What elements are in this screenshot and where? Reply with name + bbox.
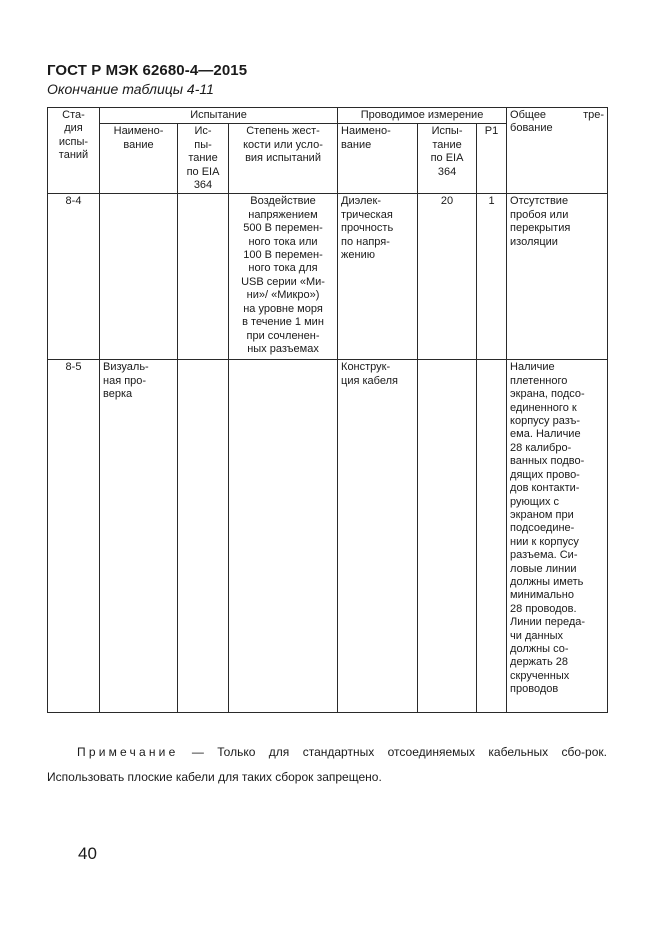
table-header: [48, 108, 608, 194]
header-requirement-text: Общее тре- бование: [510, 109, 605, 135]
table-row: [48, 360, 608, 713]
cell-meas-eia: [418, 360, 477, 713]
cell-severity: [229, 360, 338, 713]
cell-meas-name: Конструк- ция кабеля: [338, 360, 418, 713]
header-stage: Ста- дия испы- таний: [48, 108, 100, 194]
header-test-eia: Ис- пы- тание по EIA 364: [178, 124, 229, 194]
cell-meas-eia: 20: [418, 194, 477, 360]
cell-severity: Воздействие напряжением 500 В перемен- ного тока или 100 В перемен- ного тока для USB серии «Ми- ни»/ «Микро») на уровне моря в течение 1 мин при сочленен- ных разъемах: [229, 194, 338, 360]
header-p1: P1: [477, 124, 507, 194]
header-test-name: Наимено- вание: [100, 124, 178, 194]
cell-test-eia: [178, 360, 229, 713]
cell-stage: 8-4: [48, 194, 100, 360]
header-meas-eia: Испы- тание по EIA 364: [418, 124, 477, 194]
page-number: 40: [78, 844, 97, 863]
table-row: [48, 194, 608, 360]
table-caption: Окончание таблицы 4-11: [47, 81, 214, 97]
header-meas-name: Наимено- вание: [338, 124, 418, 194]
note-lead: Примечание: [77, 745, 179, 759]
cell-requirement: Наличие плетенного экрана, подсо- единенного к корпусу разъ- ема. Наличие 28 калибро- ванных подво- дящих прово- дов контакти- рующих с экраном при подсоедине- нии к корпусу разъема. Си- ловые линии должны иметь минимально 28 проводов. Линии переда- чи данных должны со- держать 28 скрученных проводов: [507, 360, 608, 713]
header-test-group: Испытание: [100, 108, 338, 124]
document-title: ГОСТ Р МЭК 62680-4—2015: [47, 62, 248, 79]
header-severity: Степень жест- кости или усло- вия испытаний: [229, 124, 338, 194]
cell-test-name: Визуаль- ная про- верка: [100, 360, 178, 713]
cell-test-name: [100, 194, 178, 360]
cell-test-eia: [178, 194, 229, 360]
test-table: [47, 107, 608, 713]
header-requirement: [507, 108, 608, 194]
note-text: — Только для стандартных отсоединяемых кабельных сбо-рок. Использовать плоские кабели для таких сборок запрещено.: [47, 745, 607, 784]
header-measurement-group: Проводимое измерение: [338, 108, 507, 124]
cell-meas-name: Диэлек- трическая прочность по напря- жению: [338, 194, 418, 360]
cell-requirement: Отсутствие пробоя или перекрытия изоляции: [507, 194, 608, 360]
table-note: [47, 740, 607, 790]
cell-stage: 8-5: [48, 360, 100, 713]
cell-p1: [477, 360, 507, 713]
cell-p1: 1: [477, 194, 507, 360]
